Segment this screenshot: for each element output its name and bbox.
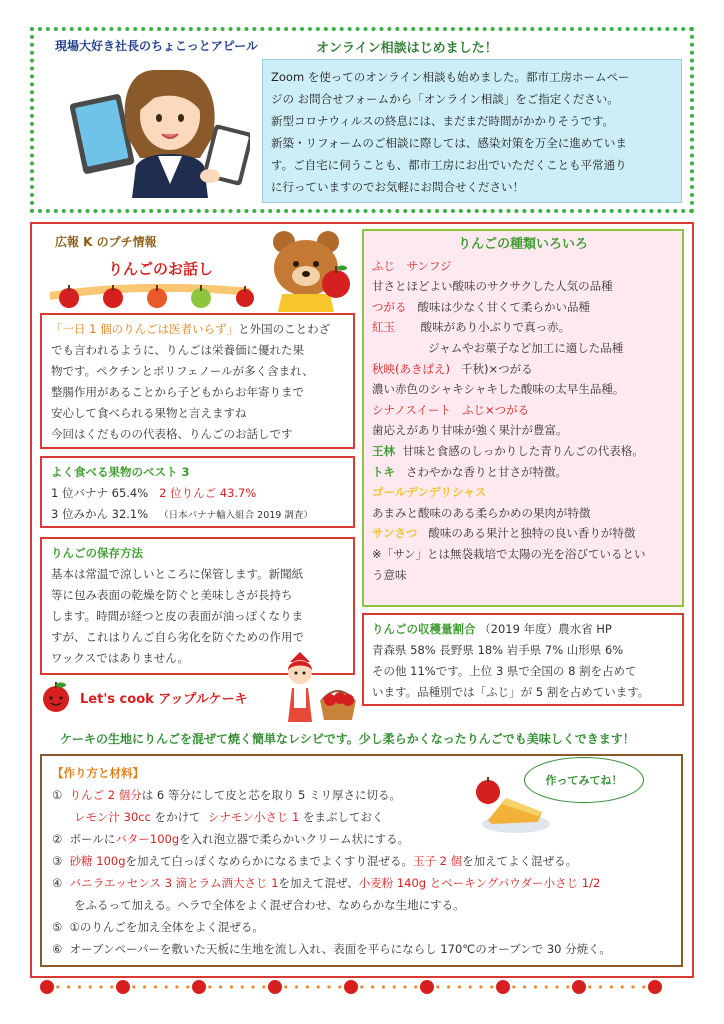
- dot-icon: [165, 985, 168, 988]
- dot-icon: [208, 985, 211, 988]
- best-fruits-title: よく食べる果物のベスト 3: [51, 465, 190, 479]
- ingredient: シナモン小さじ 1: [207, 810, 300, 824]
- dot-icon: [414, 985, 417, 988]
- variety-row: [372, 441, 674, 462]
- variety-name-orin: 王林: [372, 443, 395, 458]
- dot-icon: [143, 985, 146, 988]
- apple-icon: [236, 286, 254, 307]
- dot-icon: [317, 985, 320, 988]
- dot-icon: [588, 985, 591, 988]
- dot-icon: [490, 985, 493, 988]
- step-number: ①: [52, 788, 63, 802]
- proverb-text: と外国のことわざ: [238, 322, 331, 336]
- dot-icon: [393, 985, 396, 988]
- proverb-line: 物です。ペクチンとポリフェノールが多く含まれ、: [51, 364, 314, 378]
- harvest-ratio-box: [362, 613, 684, 706]
- apple-icon: [648, 980, 662, 994]
- dot-icon: [89, 985, 92, 988]
- variety-name-golden: ゴールデンデリシャス: [372, 485, 487, 500]
- bubble-text: 作ってみてね！: [545, 774, 623, 787]
- recipe-step-4: [52, 872, 671, 894]
- apple-icon: [147, 285, 167, 308]
- step-number: ③: [52, 854, 63, 868]
- ingredient: バター100g: [115, 832, 180, 846]
- consult-line: す。ご自宅に伺うことも、都市工房にお出でいただくことも平常通り: [271, 158, 627, 172]
- apple-icon: [40, 980, 54, 994]
- dot-icon: [403, 985, 406, 988]
- variety-name-shinano: シナノスイート: [372, 402, 452, 417]
- dot-icon: [360, 985, 363, 988]
- dot-icon: [545, 985, 548, 988]
- variety-row: [372, 359, 674, 380]
- proverb-quote: 「一日 1 個のりんごは医者いらず」: [51, 322, 239, 336]
- consult-line: に行っていますのでお気軽にお問合せください！: [271, 180, 524, 194]
- bear-with-apple-illustration: [262, 228, 358, 312]
- storage-line: 基本は常温で涼しいところに保管します。新聞紙: [51, 567, 304, 581]
- best-fruits-row: [51, 504, 344, 526]
- storage-title: りんごの保存方法: [51, 546, 143, 560]
- step-text: をかけて: [154, 810, 201, 824]
- dot-icon: [295, 985, 298, 988]
- rank-third: 3 位みかん 32.1%: [51, 507, 149, 521]
- dot-icon: [447, 985, 450, 988]
- dot-icon: [642, 985, 645, 988]
- variety-note: う意味: [372, 567, 407, 582]
- apple-icon: [191, 285, 211, 308]
- dot-icon: [458, 985, 461, 988]
- recipe-step-6: [52, 938, 671, 960]
- variety-row: [372, 523, 674, 544]
- apple-icon: [496, 980, 510, 994]
- variety-desc: さわやかな香りと甘さが特徴。: [405, 464, 567, 479]
- varieties-title: りんごの種類いろいろ: [457, 237, 588, 252]
- apple-proverb-box: [40, 313, 355, 449]
- online-consult-title: オンライン相談はじめました！: [316, 41, 498, 56]
- variety-name-toki: トキ: [372, 464, 395, 479]
- president-appeal-title: 現場大好き社長のちょこっとアピール: [55, 39, 259, 53]
- harvest-header: [372, 619, 674, 640]
- best-fruits-row: [51, 483, 344, 504]
- variety-desc: 酸味は少なく甘くて柔らかい品種: [417, 299, 590, 314]
- step-number: ②: [52, 832, 63, 846]
- variety-desc: あまみと酸味のある柔らかめの果肉が特徴: [372, 505, 591, 520]
- dot-icon: [262, 985, 265, 988]
- dot-icon: [610, 985, 613, 988]
- harvest-line: います。品種別では「ふじ」が 5 割を占めています。: [372, 685, 650, 699]
- ingredient: 小麦粉 140g とベーキングパウダー小さじ 1/2: [358, 876, 601, 890]
- dot-icon: [230, 985, 233, 988]
- proverb-line: でも言われるように、りんごは栄養価に優れた果: [51, 343, 304, 357]
- dot-icon: [436, 985, 439, 988]
- storage-line: ワックスではありません。: [51, 651, 189, 665]
- dot-icon: [110, 985, 113, 988]
- dot-icon: [555, 985, 558, 988]
- variety-row: [372, 317, 674, 338]
- variety-name-sansa: サンさつ: [372, 526, 418, 541]
- harvest-meta: （2019 年度）農水省 HP: [479, 622, 612, 636]
- storage-line: すが、これはりんご自ら劣化を防ぐための作用で: [51, 630, 304, 644]
- step-text: は 6 等分にして皮と芯を取り 5 ミリ厚さに切る。: [141, 788, 402, 802]
- ingredient: 玉子 2 個: [413, 854, 463, 868]
- dot-icon: [154, 985, 157, 988]
- survey-source: （日本バナナ輸入組合 2019 調査）: [159, 510, 313, 521]
- variety-row: [372, 400, 674, 421]
- step-number: ④: [52, 876, 63, 890]
- variety-cross: ふじ×つがる: [461, 402, 530, 417]
- apple-row-decoration: [55, 284, 255, 310]
- rank-second: 2 位りんご 43.7%: [159, 486, 257, 500]
- storage-line: します。時間が経つと皮の表面が油っぽくなりま: [51, 609, 304, 623]
- apple-icon: [103, 285, 123, 308]
- apple-icon: [116, 980, 130, 994]
- variety-row: [372, 462, 674, 483]
- dot-icon: [534, 985, 537, 988]
- koho-title: 広報 K のプチ情報: [55, 235, 157, 249]
- harvest-line: 青森県 58% 長野県 18% 岩手県 7% 山形県 6%: [372, 643, 624, 657]
- consult-line: 新型コロナウィルスの終息には、まだまだ時間がかかりそうです。: [271, 114, 615, 128]
- dot-icon: [338, 985, 341, 988]
- recipe-step-4b: をふるって加える。ヘラで全体をよく混ぜ合わせ、なめらかな生地にする。: [74, 898, 465, 912]
- dot-icon: [175, 985, 178, 988]
- dot-icon: [512, 985, 515, 988]
- apple-icon: [268, 980, 282, 994]
- dot-icon: [566, 985, 569, 988]
- dot-icon: [99, 985, 102, 988]
- apple-face-icon: [40, 680, 72, 714]
- step-text: オーブンペーパーを敷いた天板に生地を流し入れ、表面を平らにならし 170℃のオーブンで 30 分焼く。: [69, 942, 611, 956]
- dot-icon: [241, 985, 244, 988]
- recipe-step-2: [52, 828, 671, 850]
- dot-icon: [186, 985, 189, 988]
- harvest-title: りんごの収穫量割合: [372, 622, 476, 636]
- apple-icon: [572, 980, 586, 994]
- dot-icon: [132, 985, 135, 988]
- footer-apple-dots: [35, 976, 690, 996]
- dot-icon: [251, 985, 254, 988]
- variety-name-kogyoku: 紅玉: [372, 320, 395, 335]
- dot-icon: [523, 985, 526, 988]
- step-text: ボールに: [69, 832, 116, 846]
- girl-with-apple-basket-illustration: [276, 652, 360, 724]
- dot-icon: [469, 985, 472, 988]
- step-text: ①のりんごを加え全体をよく混ぜる。: [69, 920, 264, 934]
- dot-icon: [67, 985, 70, 988]
- step-text: を加えて混ぜ、: [278, 876, 359, 890]
- woman-with-tablet-illustration: [70, 58, 250, 198]
- recipe-step-3: [52, 850, 671, 872]
- consult-line: ジの お問合せフォームから「オンライン相談」をご指定ください。: [271, 92, 619, 106]
- step-number: ⑤: [52, 920, 63, 934]
- online-consult-text: [262, 59, 682, 203]
- dot-icon: [327, 985, 330, 988]
- variety-desc: 酸味のある果汁と独特の良い香りが特徴: [428, 526, 636, 541]
- best-fruits-box: [40, 456, 355, 528]
- apple-story-title: りんごのお話し: [108, 260, 214, 278]
- consult-line: 新築・リフォームのご相談に際しては、感染対策を万全に進めていま: [271, 136, 627, 150]
- recipe-intro: ケーキの生地にりんごを混ぜて焼く簡単なレシピです。少し柔らかくなったりんごでも美味しくできます！: [60, 732, 635, 746]
- variety-name-akibae: 秋映(あきばえ): [372, 361, 450, 376]
- variety-desc: 濃い赤色のシャキシャキした酸味の太早生品種。: [372, 382, 625, 397]
- rank-first: 1 位バナナ 65.4%: [51, 486, 149, 500]
- apple-icon: [192, 980, 206, 994]
- step-number: ⑥: [52, 942, 63, 956]
- dot-icon: [56, 985, 59, 988]
- variety-desc: 歯応えがあり甘味が強く果汁が豊富。: [372, 423, 568, 438]
- dot-icon: [631, 985, 634, 988]
- recipe-step-5: [52, 916, 671, 938]
- apple-icon: [344, 980, 358, 994]
- harvest-line: その他 11%です。上位 3 県で全国の 8 割を占めて: [372, 664, 637, 678]
- consult-line: Zoom を使ってのオンライン相談も始めました。都市工房ホームペー: [271, 70, 630, 84]
- dot-icon: [599, 985, 602, 988]
- proverb-line: [51, 319, 344, 340]
- storage-line: 等に包み表面の乾燥を防ぐと美味しさが長持ち: [51, 588, 293, 602]
- recipe-step-1b: [52, 806, 671, 828]
- dot-icon: [479, 985, 482, 988]
- apple-varieties-box: [362, 229, 684, 607]
- lets-cook-title: Let's cook アップルケーキ: [80, 692, 248, 707]
- proverb-line: 整腸作用があることから子どもからお年寄りまで: [51, 385, 304, 399]
- step-text: をまぶしておく: [303, 810, 384, 824]
- step-text: を加えて白っぽくなめらかになるまでよくすり混ぜる。: [125, 854, 414, 868]
- variety-cross: 千秋)×つがる: [460, 361, 533, 376]
- proverb-line: 今回はくだものの代表格、りんごのお話しです: [51, 427, 293, 441]
- step-text: を加えてよく混ぜる。: [462, 854, 578, 868]
- variety-desc: 甘味と食感のしっかりした青りんごの代表格。: [402, 443, 644, 458]
- dot-icon: [382, 985, 385, 988]
- ingredient: レモン汁 30cc: [74, 810, 151, 824]
- apple-cake-illustration: [466, 776, 552, 836]
- ingredient: りんご 2 個分: [69, 788, 142, 802]
- recipe-title: 【作り方と材料】: [52, 766, 144, 780]
- variety-row: [372, 297, 674, 318]
- dot-icon: [306, 985, 309, 988]
- variety-desc: ジャムやお菓子など加工に適した品種: [428, 340, 624, 355]
- dot-icon: [78, 985, 81, 988]
- ingredient: 砂糖 100g: [69, 854, 126, 868]
- variety-name-fuji: ふじ サンフジ: [372, 258, 452, 273]
- variety-name-tsugaru: つがる: [372, 299, 407, 314]
- dot-icon: [284, 985, 287, 988]
- variety-note: ※「サン」とは無袋栽培で太陽の光を浴びているとい: [372, 546, 646, 561]
- dot-icon: [621, 985, 624, 988]
- apple-icon: [59, 285, 79, 308]
- apple-icon: [420, 980, 434, 994]
- ingredient: バニラエッセンス 3 滴とラム酒大さじ 1: [69, 876, 279, 890]
- variety-desc: 甘さとほどよい酸味のサクサクした人気の品種: [372, 279, 613, 294]
- dot-icon: [371, 985, 374, 988]
- variety-desc: 酸味があり小ぶりで真っ赤。: [420, 320, 571, 335]
- dot-icon: [219, 985, 222, 988]
- step-text: を入れ泡立器で柔らかいクリーム状にする。: [179, 832, 410, 846]
- proverb-line: 安心して食べられる果物と言えますね: [51, 406, 247, 420]
